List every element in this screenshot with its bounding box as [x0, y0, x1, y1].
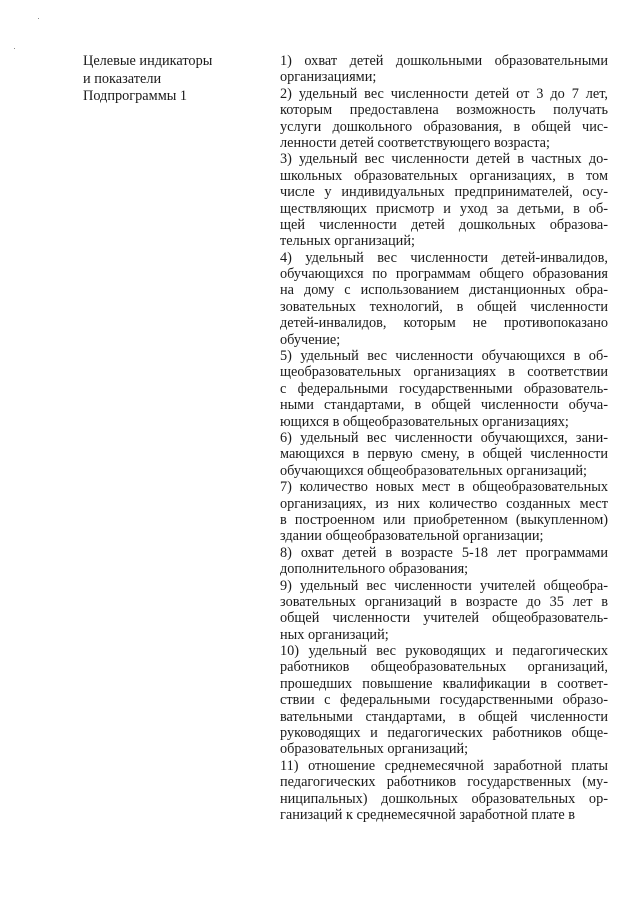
indicator-line: 5) удельный вес численности обучающихся в об- — [280, 348, 608, 365]
indicator-line: школьных образовательных организациях, в том — [280, 167, 608, 184]
indicator-line: 9) удельный вес численности учителей общеобра- — [280, 577, 608, 594]
indicator-item — [280, 545, 608, 578]
indicator-line: ющихся в общеобразовательных организациях; — [280, 413, 569, 430]
indicators-label — [83, 53, 253, 106]
indicator-line: 10) удельный вес руководящих и педагогических — [280, 643, 608, 660]
indicator-line: 4) удельный вес численности детей-инвалидов, — [280, 249, 608, 266]
indicator-line: 3) удельный вес численности детей в частных до- — [280, 151, 608, 168]
indicator-line: ленности детей соответствующего возраста; — [280, 134, 550, 151]
indicator-line: на дому с использованием дистанционных обра- — [280, 282, 608, 299]
indicator-line: здании общеобразовательной организации; — [280, 528, 544, 545]
indicator-item — [280, 250, 608, 348]
indicator-line: педагогических работников государственных (му- — [280, 774, 608, 791]
indicator-line: детей-инвалидов, которым не противопоказано — [280, 315, 608, 332]
indicator-line: щей численности детей дошкольных образова- — [280, 216, 608, 233]
indicator-line: с федеральными государственными образователь- — [280, 380, 608, 397]
indicator-item — [280, 479, 608, 545]
indicator-item — [280, 758, 608, 824]
indicator-line: тельных организаций; — [280, 233, 415, 250]
indicator-line: 2) удельный вес численности детей от 3 до 7 лет, — [280, 85, 608, 102]
indicator-line: обучающихся общеобразовательных организаций; — [280, 462, 588, 479]
indicator-line: ными стандартами, в общей численности обуча- — [280, 397, 608, 414]
indicator-line: мающихся в первую смену, в общей численности — [280, 446, 608, 463]
indicator-line: ществляющих присмотр и уход за детьми, в об- — [280, 200, 608, 217]
indicator-line: которым предоставлена возможность получать — [280, 102, 608, 119]
indicator-line: зовательных технологий, в общей численности — [280, 298, 608, 315]
indicator-line: образовательных организаций; — [280, 741, 469, 758]
indicator-line: вательными стандартами, в общей численности — [280, 708, 608, 725]
indicator-item — [280, 348, 608, 430]
indicator-line: организациях, из них количество созданных мест — [280, 495, 608, 512]
indicator-line: прошедших повышение квалификации в соответ- — [280, 675, 608, 692]
indicator-line: зовательных организаций в возрасте до 35 лет в — [280, 593, 608, 610]
label-line: Подпрограммы 1 — [83, 88, 188, 105]
indicator-line: ниципальных) дошкольных образовательных ор- — [280, 790, 608, 807]
indicator-line: в построенном или приобретенном (выкупленном) — [280, 511, 608, 528]
indicator-item — [280, 151, 608, 249]
indicator-item — [280, 578, 608, 644]
indicator-line: 1) охват детей дошкольными образовательными — [280, 53, 608, 69]
indicator-item — [280, 430, 608, 479]
indicator-item — [280, 643, 608, 758]
indicator-line: обучение; — [280, 331, 341, 348]
indicator-line: организациями; — [280, 69, 377, 86]
indicator-line: щеобразовательных организациях в соответствии — [280, 364, 608, 381]
scan-speck — [38, 18, 39, 19]
indicator-line: ных организаций; — [280, 626, 389, 643]
label-line: и показатели — [83, 70, 162, 87]
indicator-line: работников общеобразовательных организаций, — [280, 659, 608, 676]
indicator-line: ганизаций к среднемесячной заработной плате в — [280, 806, 576, 823]
scan-speck — [14, 48, 15, 49]
indicator-line: руководящих и педагогических работников обще- — [280, 725, 608, 742]
indicator-line: числе у индивидуальных предпринимателей, осу- — [280, 184, 608, 201]
indicator-line: общей численности учителей общеобразователь- — [280, 610, 608, 627]
indicator-line: 11) отношение среднемесячной заработной платы — [280, 757, 608, 774]
indicator-line: дополнительного образования; — [280, 561, 469, 578]
indicator-line: ствии с федеральными государственными образо- — [280, 692, 608, 709]
indicator-line: обучающихся по программам общего образования — [280, 266, 608, 283]
indicator-line: 7) количество новых мест в общеобразовательных — [280, 479, 608, 496]
indicators-list — [280, 53, 608, 823]
label-line: Целевые индикаторы — [83, 53, 213, 69]
indicator-line: услуги дошкольного образования, в общей чис- — [280, 118, 608, 135]
indicator-item — [280, 53, 608, 86]
indicator-item — [280, 86, 608, 152]
indicator-line: 6) удельный вес численности обучающихся, зани- — [280, 429, 608, 446]
indicator-line: 8) охват детей в возрасте 5-18 лет программами — [280, 544, 608, 561]
